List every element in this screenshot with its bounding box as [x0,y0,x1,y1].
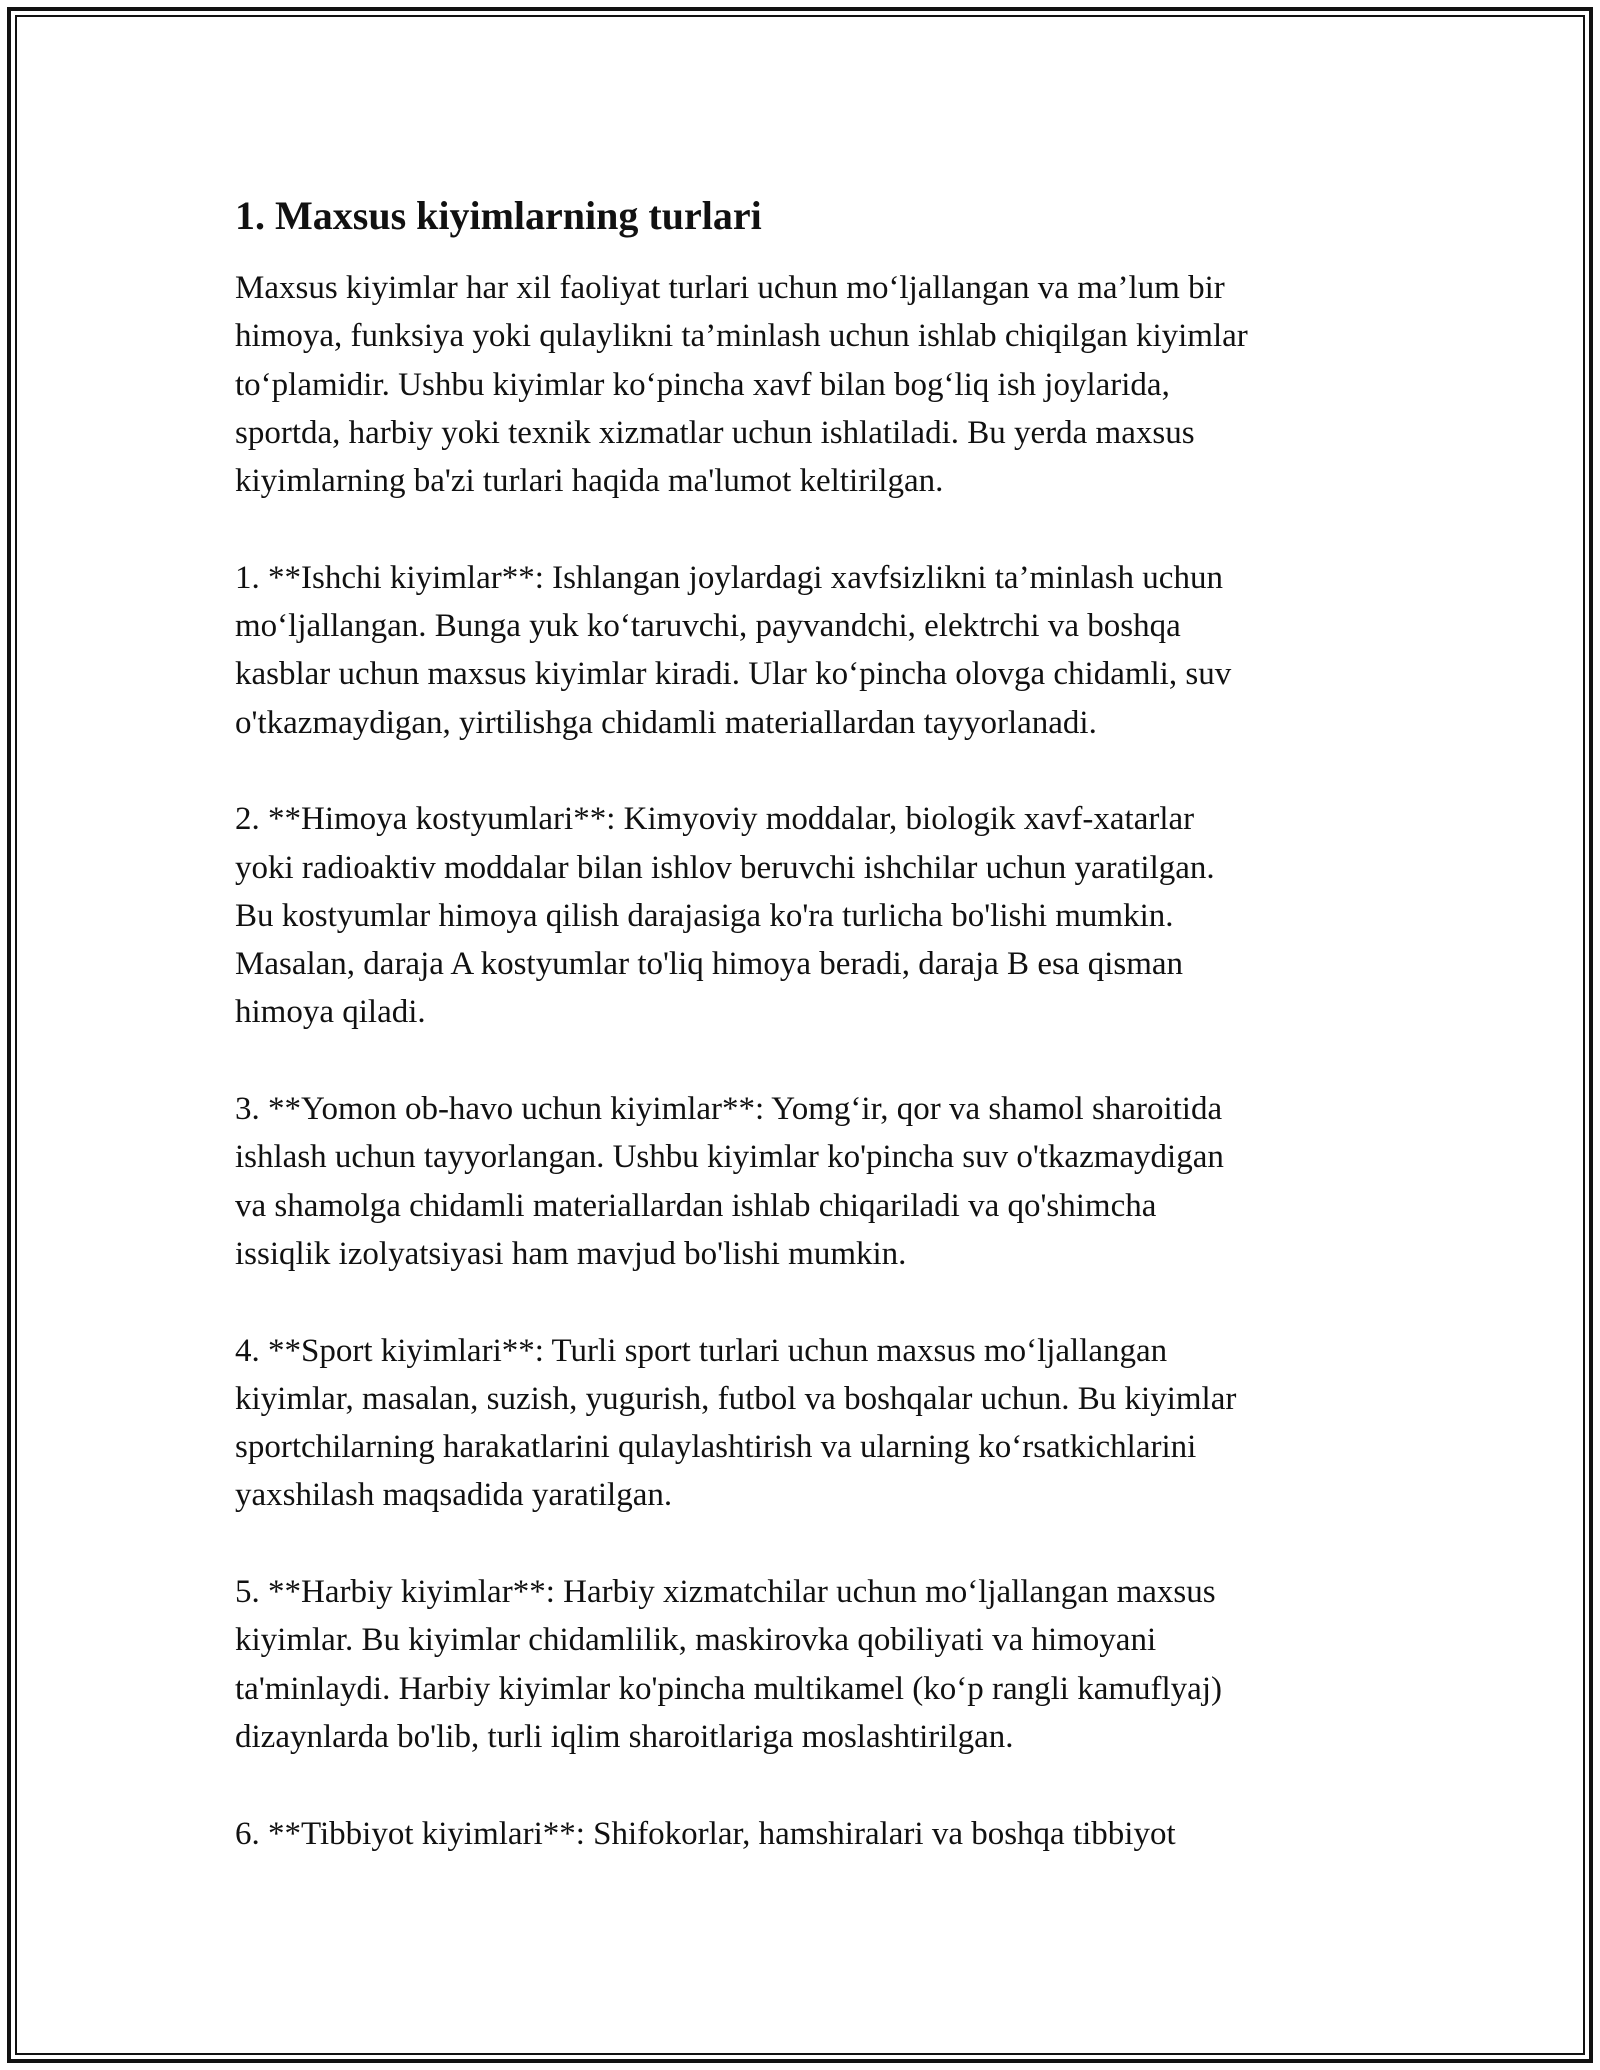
text-line: 2. **Himoya kostyumlari**: Kimyoviy moddalar, biologik xavf-xatarlar [235,801,1195,838]
list-item-paragraph [235,1810,1385,1858]
text-line: 5. **Harbiy kiyimlar**: Harbiy xizmatchilar uchun mo‘ljallangan maxsus [235,1574,1216,1611]
list-item-paragraph [235,554,1385,747]
list-item-paragraph [235,795,1385,1036]
list-item-paragraph [235,1568,1385,1761]
text-line: 3. **Yomon ob-havo uchun kiyimlar**: Yomg‘ir, qor va shamol sharoitida [235,1091,1223,1128]
text-line: kiyimlar, masalan, suzish, yugurish, futbol va boshqalar uchun. Bu kiyimlar [235,1380,1237,1417]
text-line: yoki radioaktiv moddalar bilan ishlov beruvchi ishchilar uchun yaratilgan. [235,849,1215,886]
paragraph-list [235,264,1385,1858]
text-line: kasblar uchun maxsus kiyimlar kiradi. Ular ko‘pincha olovga chidamli, suv [235,656,1232,693]
text-line: 1. **Ishchi kiyimlar**: Ishlangan joylardagi xavfsizlikni ta’minlash uchun [235,559,1223,596]
section-heading: 1. Maxsus kiyimlarning turlari [235,193,762,238]
text-line: Masalan, daraja A kostyumlar to'liq himoya beradi, daraja B esa qisman [235,946,1184,983]
document-body [235,180,1385,1906]
text-line: issiqlik izolyatsiyasi ham mavjud bo'lishi mumkin. [235,1235,907,1272]
text-line: Maxsus kiyimlar har xil faoliyat turlari uchun mo‘ljallangan va ma’lum bir [235,270,1225,306]
list-item-paragraph [235,1085,1385,1278]
text-line: to‘plamidir. Ushbu kiyimlar ko‘pincha xavf bilan bog‘liq ish joylarida, [235,366,1170,403]
text-line: sportchilarning harakatlarini qulaylashtirish va ularning ko‘rsatkichlarini [235,1429,1197,1466]
text-line: himoya qiladi. [235,994,426,1031]
text-line: va shamolga chidamli materiallardan ishlab chiqariladi va qo'shimcha [235,1187,1157,1224]
text-line: dizaynlarda bo'lib, turli iqlim sharoitlariga moslashtirilgan. [235,1718,1014,1755]
text-line: Bu kostyumlar himoya qilish darajasiga ko'ra turlicha bo'lishi mumkin. [235,897,1174,934]
text-line: himoya, funksiya yoki qulaylikni ta’minlash uchun ishlab chiqilgan kiyimlar [235,318,1248,355]
text-line: ta'minlaydi. Harbiy kiyimlar ko'pincha multikamel (ko‘p rangli kamuflyaj) [235,1670,1222,1707]
text-line: ishlash uchun tayyorlangan. Ushbu kiyimlar ko'pincha suv o'tkazmaydigan [235,1139,1224,1176]
text-line: 6. **Tibbiyot kiyimlari**: Shifokorlar, hamshiralari va boshqa tibbiyot [235,1815,1176,1852]
text-line: mo‘ljallangan. Bunga yuk ko‘taruvchi, payvandchi, elektrchi va boshqa [235,608,1181,645]
text-line: yaxshilash maqsadida yaratilgan. [235,1477,673,1514]
text-line: sportda, harbiy yoki texnik xizmatlar uchun ishlatiladi. Bu yerda maxsus [235,414,1195,451]
list-item-paragraph [235,1327,1385,1520]
text-line: 4. **Sport kiyimlari**: Turli sport turlari uchun maxsus mo‘ljallangan [235,1332,1168,1369]
intro-paragraph [235,264,1385,505]
text-line: o'tkazmaydigan, yirtilishga chidamli materiallardan tayyorlanadi. [235,704,1097,741]
text-line: kiyimlarning ba'zi turlari haqida ma'lumot keltirilgan. [235,463,944,500]
text-line: kiyimlar. Bu kiyimlar chidamlilik, maskirovka qobiliyati va himoyani [235,1622,1157,1659]
